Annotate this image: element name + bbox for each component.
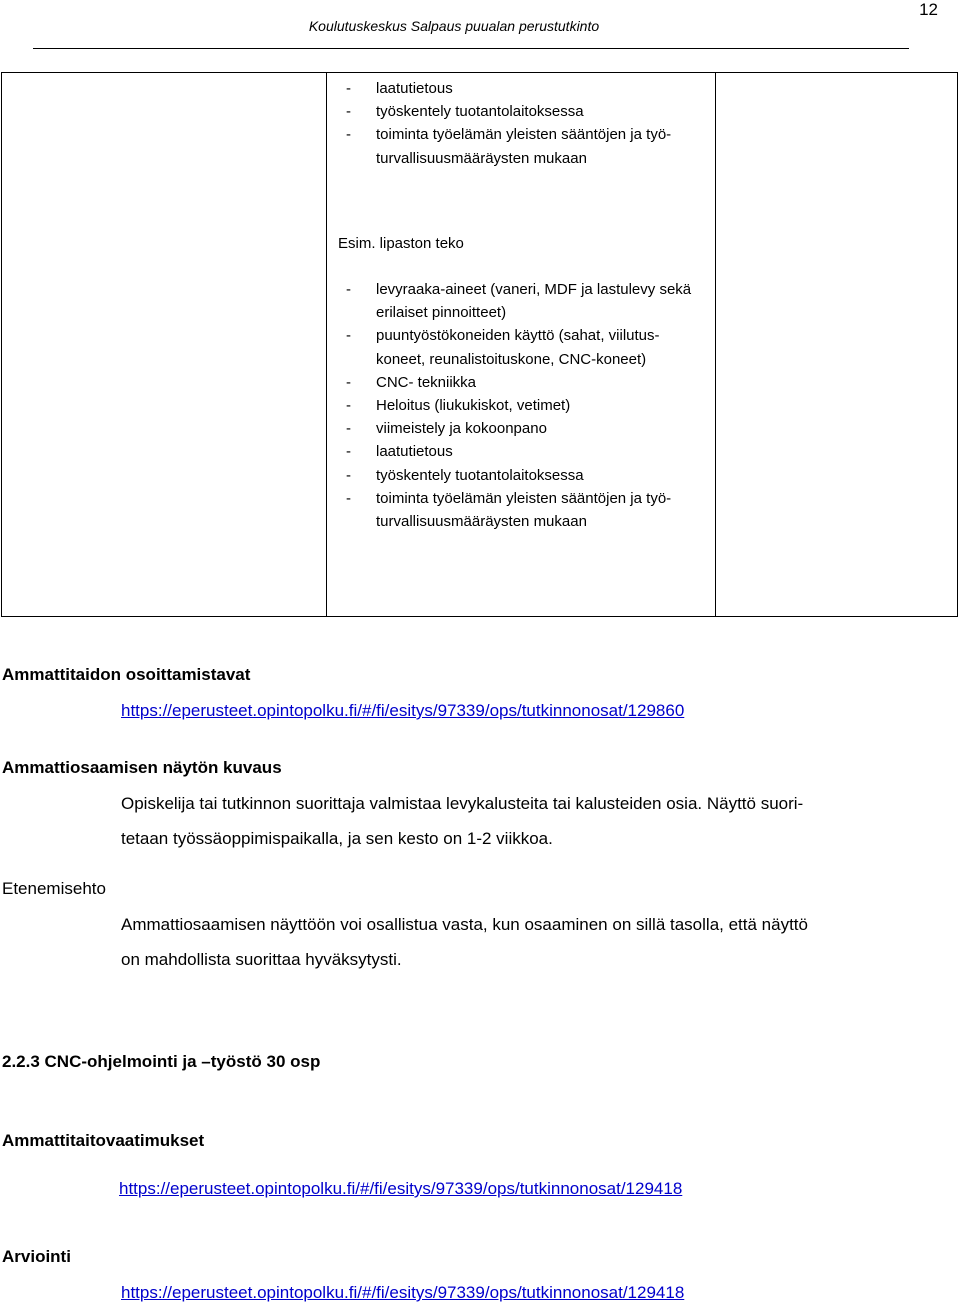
header-title: Koulutuskeskus Salpaus puualan perustutkinto xyxy=(308,18,600,34)
link-arviointi[interactable]: https://eperusteet.opintopolku.fi/#/fi/esitys/97339/ops/tutkinnonosat/129418 xyxy=(121,1283,685,1302)
page-number: 12 xyxy=(919,0,938,19)
list-item: - toiminta työelämän yleisten sääntöjen ja työ-turvallisuusmääräysten mukaan xyxy=(346,123,716,169)
etenemisehto-text-line1: Ammattiosaamisen näyttöön voi osallistua vasta, kun osaaminen on sillä tasolla, että näyttö xyxy=(121,915,808,934)
list-item: - puuntyöstökoneiden käyttö (sahat, viilutus-koneet, reunalistoituskone, CNC-koneet) xyxy=(346,324,708,370)
list-item: - työskentely tuotantolaitoksessa xyxy=(346,464,708,487)
example-title: Esim. lipaston teko xyxy=(338,235,464,252)
content-list-second xyxy=(346,278,708,533)
list-item: - levyraaka-aineet (vaneri, MDF ja lastulevy sekä erilaiset pinnoitteet) xyxy=(346,278,708,324)
section-heading-arviointi: Arviointi xyxy=(2,1247,71,1266)
section-heading-ammattitaidon: Ammattitaidon osoittamistavat xyxy=(2,665,251,684)
link-vaatimukset[interactable]: https://eperusteet.opintopolku.fi/#/fi/esitys/97339/ops/tutkinnonosat/129418 xyxy=(119,1179,683,1198)
list-item: - laatutietous xyxy=(346,77,716,100)
list-item: - CNC- tekniikka xyxy=(346,371,708,394)
list-item: - Heloitus (liukukiskot, vetimet) xyxy=(346,394,708,417)
content-list-first xyxy=(346,77,716,170)
naytto-text-line2: tetaan työssäoppimispaikalla, ja sen kesto on 1-2 viikkoa. xyxy=(121,829,553,848)
module-title: 2.2.3 CNC-ohjelmointi ja –työstö 30 osp xyxy=(2,1052,321,1071)
section-heading-naytto: Ammattiosaamisen näytön kuvaus xyxy=(2,758,282,777)
table-column-divider xyxy=(326,72,327,617)
naytto-text-line1: Opiskelija tai tutkinnon suorittaja valmistaa levykalusteita tai kalusteiden osia. Näyttö suori- xyxy=(121,794,804,813)
list-item: - laatutietous xyxy=(346,440,708,463)
section-heading-etenemisehto: Etenemisehto xyxy=(2,879,106,898)
link-ammattitaidon[interactable]: https://eperusteet.opintopolku.fi/#/fi/esitys/97339/ops/tutkinnonosat/129860 xyxy=(121,701,685,720)
list-item: - toiminta työelämän yleisten sääntöjen ja työ-turvallisuusmääräysten mukaan xyxy=(346,487,708,533)
list-item: - työskentely tuotantolaitoksessa xyxy=(346,100,716,123)
list-item: - viimeistely ja kokoonpano xyxy=(346,417,708,440)
header-divider xyxy=(33,48,909,49)
etenemisehto-text-line2: on mahdollista suorittaa hyväksytysti. xyxy=(121,950,402,969)
section-heading-vaatimukset: Ammattitaitovaatimukset xyxy=(2,1131,205,1150)
